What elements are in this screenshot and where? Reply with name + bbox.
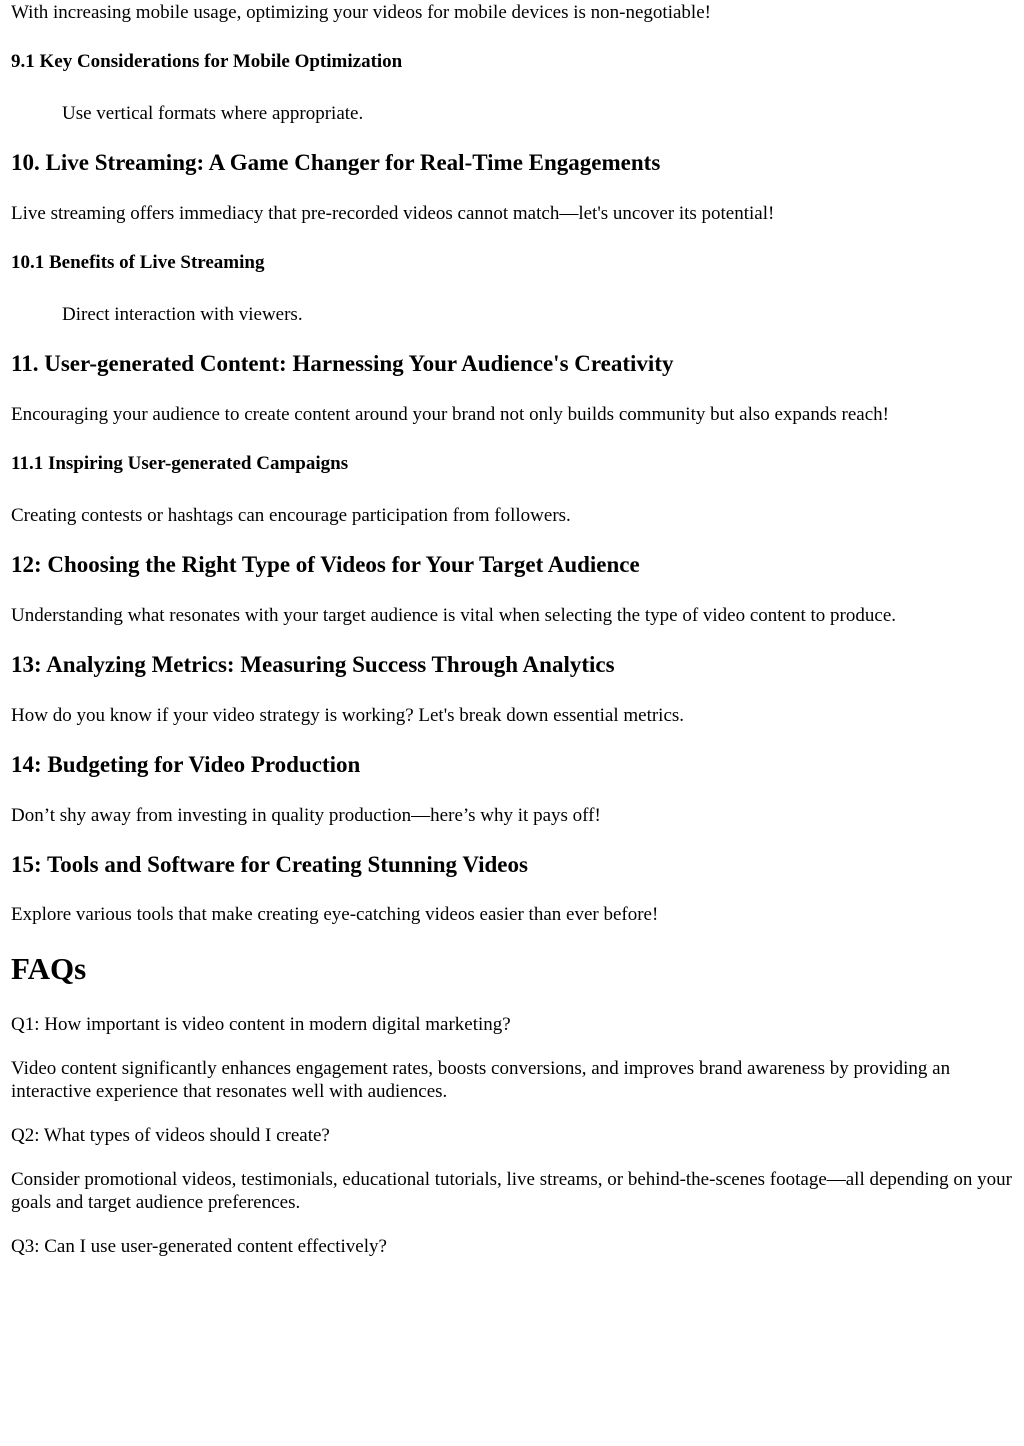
- section-13-heading: 13: Analyzing Metrics: Measuring Success Through Analytics: [11, 652, 615, 677]
- section-11-1-paragraph: Creating contests or hashtags can encourage participation from followers.: [11, 505, 571, 526]
- section-11-heading: 11. User-generated Content: Harnessing Your Audience's Creativity: [11, 351, 674, 376]
- section-11-paragraph: Encouraging your audience to create content around your brand not only builds community but also expands reach!: [11, 404, 889, 425]
- section-10-1-heading: 10.1 Benefits of Live Streaming: [11, 252, 265, 273]
- section-10-heading: 10. Live Streaming: A Game Changer for Real-Time Engagements: [11, 150, 661, 175]
- section-13-paragraph: How do you know if your video strategy is working? Let's break down essential metrics.: [11, 705, 685, 726]
- section-12-paragraph: Understanding what resonates with your target audience is vital when selecting the type of video content to produce.: [11, 605, 897, 626]
- section-11-1-heading: 11.1 Inspiring User-generated Campaigns: [11, 453, 349, 474]
- section-9-1-heading: 9.1 Key Considerations for Mobile Optimization: [11, 51, 403, 72]
- section-14-paragraph: Don’t shy away from investing in quality production—here’s why it pays off!: [11, 805, 601, 826]
- faq-question-3: Q3: Can I use user-generated content effectively?: [11, 1236, 387, 1257]
- faqs-heading: FAQs: [11, 951, 87, 986]
- section-12-heading: 12: Choosing the Right Type of Videos for Your Target Audience: [11, 552, 640, 577]
- section-10-1-list-item: Direct interaction with viewers.: [62, 304, 303, 325]
- section-9-1-list-item: Use vertical formats where appropriate.: [62, 103, 364, 124]
- faq-answer-2: Consider promotional videos, testimonials, educational tutorials, live streams, or behind-the-scenes footage—all depending on your goals and target audience preferences.: [11, 1169, 1012, 1213]
- faq-answer-1: Video content significantly enhances engagement rates, boosts conversions, and improves brand awareness by providing an interactive experience that resonates well with audiences.: [11, 1058, 951, 1102]
- section-14-heading: 14: Budgeting for Video Production: [11, 752, 361, 777]
- section-15-heading: 15: Tools and Software for Creating Stunning Videos: [11, 852, 528, 877]
- faq-question-1: Q1: How important is video content in modern digital marketing?: [11, 1014, 511, 1035]
- section-15-paragraph: Explore various tools that make creating eye-catching videos easier than ever before!: [11, 904, 659, 925]
- mobile-intro-paragraph: With increasing mobile usage, optimizing your videos for mobile devices is non-negotiable!: [11, 2, 711, 23]
- faq-question-2: Q2: What types of videos should I create?: [11, 1125, 330, 1146]
- section-10-paragraph: Live streaming offers immediacy that pre-recorded videos cannot match—let's uncover its potential!: [11, 203, 775, 224]
